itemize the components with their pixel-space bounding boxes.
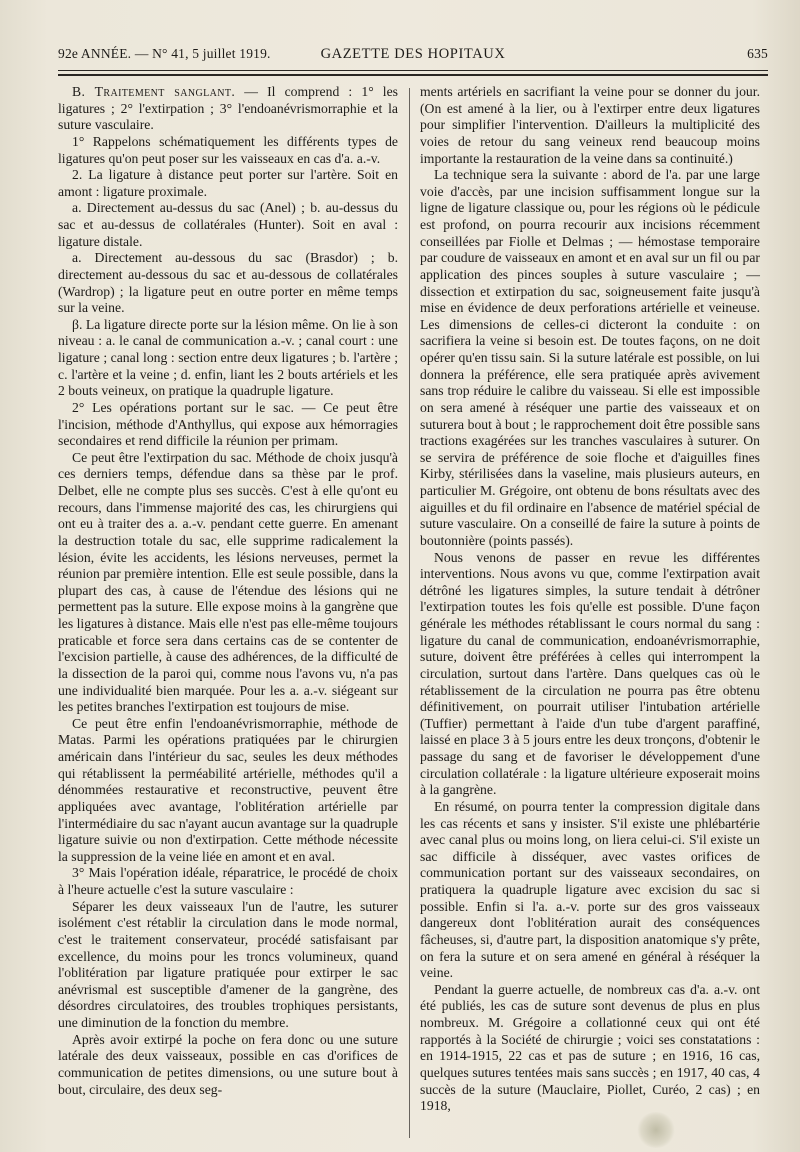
body-paragraph: Après avoir extirpé la poche on fera donc ou une suture latérale des deux vaisseaux, possible en cas d'orifices de communication de petites dimensions, ou une suture bout à bout, circulaire, des deux seg- [58,1031,398,1097]
body-paragraph: Nous venons de passer en revue les différentes interventions. Nous avons vu que, comme l'extirpation avait détrôné les ligatures simples, la suture tendait à détrôner l'extirpation toutes les fois qu'elle est possible. D'une façon générale les méthodes rétablissant le cours normal du sang : ligature du canal de communication, endoanévrismorraphie, suture, doivent être préférées à celles qui interrompent la circulation, surtout dans l'artère. Dans quelques cas où le rétablissement de la circulation ne pourra pas être obtenu définitivement, on pourrait utiliser l'intubation artérielle (Tuffier) permettant à l'aide d'un tube d'argent paraffiné, laissé en place 3 à 5 jours entre les deux tronçons, d'obtenir le passage du sang et de favoriser le développement d'une circulation collatérale : la ligature ultérieure exposerait moins à la gangrène. [420,549,760,798]
issue-line: 92e ANNÉE. — N° 41, 5 juillet 1919. [58,46,271,61]
ink-stain [636,1112,676,1148]
body-paragraph: En résumé, on pourra tenter la compression digitale dans les cas récents et sans y insister. S'il existe une phlébartérie avec canal plus ou moins long, on liera celui-ci. S'il existe un sac difficile à disséquer, avec vastes orifices de communication portant sur des vaisseaux secondaires, on pratiquera la quadruple ligature avec excision du sac si possible. Enfin si l'a. a.-v. porte sur des gros vaisseaux dangereux dont l'oblitération aurait des conséquences fâcheuses, si, d'autre part, la disposition anatomique s'y prête, on fera la suture et on sera amené en général à réséquer la veine. [420,798,760,981]
paragraph-text: — Il comprend : 1° les ligatures ; 2° l'extirpation ; 3° l'endoanévrismorraphie et la suture vasculaire. [58,84,398,133]
body-paragraph: 3° Mais l'opération idéale, réparatrice, le procédé de choix à l'heure actuelle c'est la suture vasculaire : [58,865,398,897]
body-paragraph: β. La ligature directe porte sur la lésion même. On lie à son niveau : a. le canal de communication a.-v. ; canal court : une ligature ; canal long : section entre deux ligatures ; b. l'artère ; c. l'artère et la veine ; d. enfin, liant les 2 bouts artériels et les 2 bouts veineux, on pratique la quadruple ligature. [58,316,398,399]
left-column [58,84,398,1098]
header-rule-bottom [58,74,768,76]
body-paragraph: ments artériels en sacrifiant la veine pour se donner du jour. (On est amené à la lier, ou à l'extirper entre deux ligatures pour simplifier l'intervention. D'ailleurs la multiplicité des voies de retour du sang veineux rend beaucoup moins importante la restauration de la veine dans sa continuité.) [420,84,760,166]
column-divider [409,88,410,1138]
header-rule-top [58,70,768,71]
section-heading-paragraph [58,84,398,134]
body-paragraph: La technique sera la suivante : abord de l'a. par une large voie d'accès, par une incision suffisamment longue sur la ligne de ligature classique ou, pour les régions où le pédicule est profond, on pourra recourir aux incisions récemment conseillées par Fiolle et Delmas ; — hémostase temporaire par coudure de vaisseaux en amont et en aval sur un fil ou par application des pinces souples à suture vasculaire ; — dissection et extirpation du sac, soigneusement faite jusqu'à mise en évidence de deux perforations artérielle et veineuse. Les dimensions de celles-ci dicteront la conduite : on sacrifiera la veine si besoin est. De toutes façons, on ne doit opérer qu'en tissu sain. Si la suture latérale est possible, on lui donnera la préférence, elle sera pratiquée après avivement sans trop réduire le calibre du vaisseau. Si elle est impossible on sera amené à réséquer une partie des vaisseaux et on suturera bout à bout ; le rapprochement doit être possible sans tractions exagérées sur les tranches vasculaires à suturer. On se servira de préférence de soie floche et d'aiguilles fines Kirby, stérilisées dans la vaseline, mais plusieurs auteurs, en particulier M. Grégoire, ont obtenu de bons résultats avec des aiguilles et du fil ordinaire en l'absence de matériel spécial de suture vasculaire. On a conseillé de faire la suture à points de boutonnière (points passés). [420,167,760,548]
body-paragraph: Séparer les deux vaisseaux l'un de l'autre, les suturer isolément c'est rétablir la circulation dans le mode normal, c'est le traitement conservateur, procédé satisfaisant par excellence, du moins pour les troncs volumineux, quand l'oblitération par ligature pratiquée pour extirper le sac anévrismal est susceptible d'amener de la gangrène, des désordres circulatoires, des troubles trophiques persistants, une diminution de la fonction du membre. [58,898,398,1030]
body-paragraph: 1° Rappelons schématiquement les différents types de ligatures qu'on peut poser sur les vaisseaux en cas d'a. a.-v. [58,133,398,166]
right-column [420,84,760,1115]
article-columns [58,84,768,1144]
body-paragraph: a. Directement au-dessous du sac (Brasdor) ; b. directement au-dessous du sac et au-dessous de collatérales (Wardrop) ; la ligature peut en outre porter en même temps sur la veine. [58,250,398,316]
body-paragraph: a. Directement au-dessus du sac (Anel) ; b. au-dessus du sac et au-dessus de collatérales (Hunter). Soit en aval : ligature distale. [58,200,398,249]
page-number: 635 [747,46,768,61]
body-paragraph: Pendant la guerre actuelle, de nombreux cas d'a. a.-v. ont été publiés, les cas de suture sont devenus de plus en plus nombreux. M. Grégoire a collationné ceux qui ont été rapportés à la Société de chirurgie ; voici ses constatations : en 1914-1915, 22 cas et pas de suture ; en 1916, 16 cas, quelques sutures tentées mais sans succès ; en 1917, 40 cas, 4 succès de la suture (Mauclaire, Piollet, Curéo, 2 cas) ; en 1918, [420,981,760,1114]
body-paragraph: Ce peut être enfin l'endoanévrismorraphie, méthode de Matas. Parmi les opérations pratiquées par le chirurgien américain dans l'intérieur du sac, seules les deux méthodes qui rétablissent la perméabilité artérielle, méthodes qu'il a dénommées restaurative et reconstructive, peuvent être appliquées avec avantage, l'oblitération artérielle par l'intermédiaire du sac n'ayant aucun avantage sur la quadruple ligature suivie ou non d'extirpation. Cette méthode nécessite la suppression de la veine liée en amont et en aval. [58,715,398,864]
journal-title: GAZETTE DES HOPITAUX [320,46,506,62]
body-paragraph: Ce peut être l'extirpation du sac. Méthode de choix jusqu'à ces derniers temps, défendue dans sa thèse par le prof. Delbet, elle ne compte plus ses succès. C'est à elle qu'ont eu recours, dans l'immense majorité des cas, les chirurgiens qui ont eu à traiter des a. a.-v. pendant cette guerre. En amenant la destruction totale du sac, elle supprime radicalement la lésion, évite les accidents, les lésions nerveuses, permet la réunion par première intention. Elle est seule possible, dans la plupart des cas, à cause de l'étendue des lésions qui ne permettent pas la suture. Elle expose moins à la gangrène que les ligatures à distance. Mais elle n'est pas elle-même toujours praticable et force sera dans certains cas de se contenter de l'excision partielle, à cause des adhérences, de la difficulté de la dissection de la paroi qui, comme nous l'avons vu, n'a pas une individualité bien marquée. Pour les a. a.-v. siégeant sur les petites branches l'extirpation est toujours de mise. [58,449,398,715]
body-paragraph: 2. La ligature à distance peut porter sur l'artère. Soit en amont : ligature proximale. [58,167,398,199]
page-header [58,44,768,68]
body-paragraph: 2° Les opérations portant sur le sac. — Ce peut être l'incision, méthode d'Anthyllus, qui expose aux hémorragies secondaires et rend difficile la réunion per primam. [58,399,398,449]
section-heading: B. Traitement sanglant. [72,84,236,99]
